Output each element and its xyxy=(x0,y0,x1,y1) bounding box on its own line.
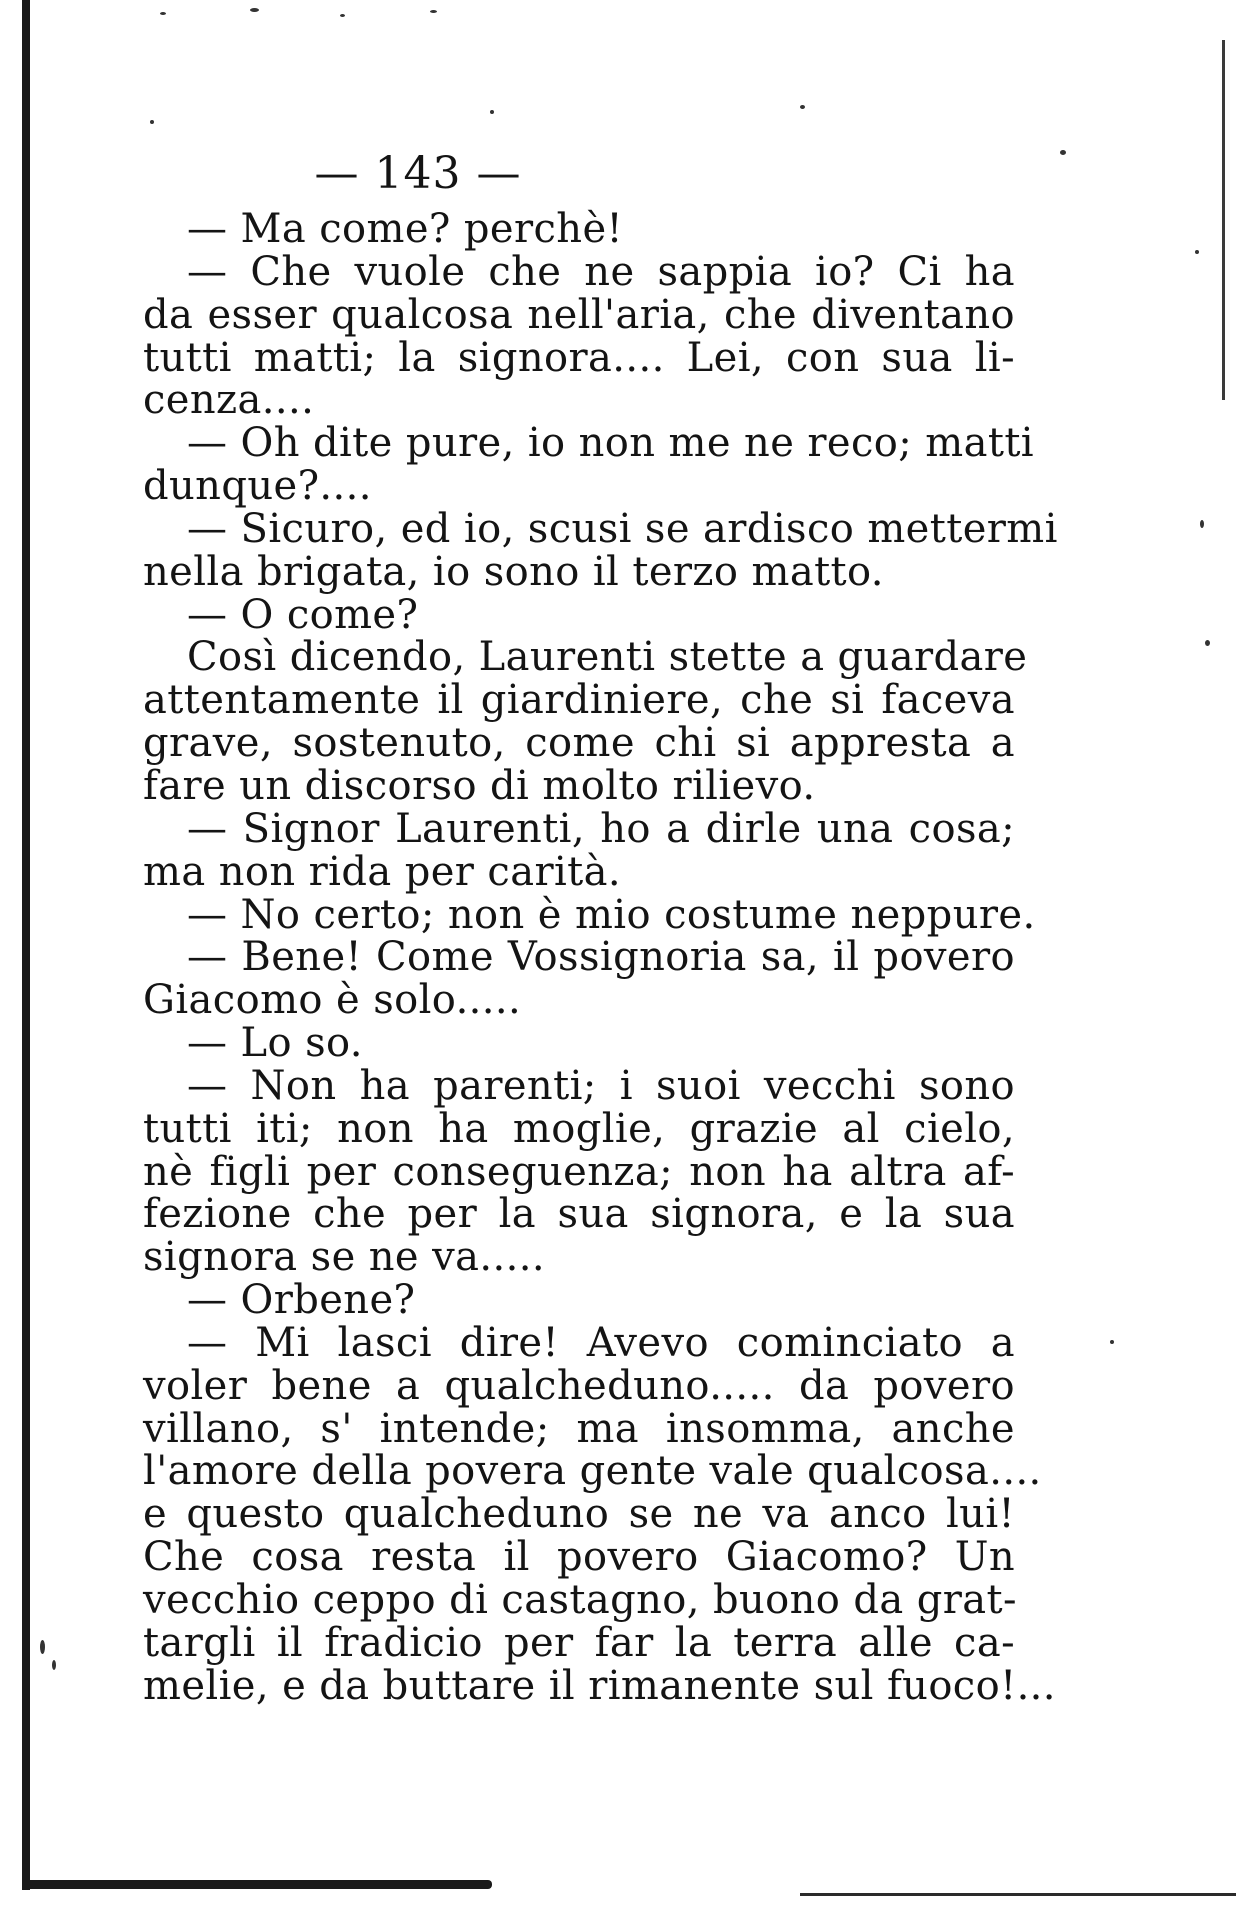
text-line: — Signor Laurenti, ho a dirle una cosa; xyxy=(187,805,1015,852)
scan-speck xyxy=(1060,150,1066,155)
text-line: — Orbene? xyxy=(187,1277,416,1324)
text-line: da esser qualcosa nell'aria, che diventano xyxy=(143,291,1015,338)
scan-speck xyxy=(150,120,154,124)
scan-right-edge xyxy=(1222,40,1225,400)
scan-bottom-edge xyxy=(22,1880,492,1889)
scan-speck xyxy=(1110,1340,1114,1344)
text-line: grave, sostenuto, come chi si appresta a xyxy=(143,720,1015,767)
text-line: — Mi lasci dire! Avevo cominciato a xyxy=(187,1319,1015,1366)
text-line: tutti matti; la signora.... Lei, con sua li- xyxy=(143,334,1015,381)
text-line: — Ma come? perchè! xyxy=(187,206,623,252)
scan-speck xyxy=(430,10,437,13)
body-text xyxy=(143,206,1058,1709)
text-line: Così dicendo, Laurenti stette a guardare xyxy=(187,634,1028,681)
text-line: voler bene a qualcheduno..... da povero xyxy=(143,1362,1015,1409)
text-line: — Oh dite pure, io non me ne reco; matti xyxy=(187,420,1034,467)
scan-speck xyxy=(160,12,166,15)
scan-speck xyxy=(490,110,494,114)
scan-speck xyxy=(52,1660,56,1670)
scan-bottom-edge-right xyxy=(800,1893,1236,1896)
text-line: cenza.... xyxy=(143,377,315,424)
text-line: nella brigata, io sono il terzo matto. xyxy=(143,548,884,595)
text-line: fezione che per la sua signora, e la sua xyxy=(143,1191,1015,1238)
text-line: dunque?.... xyxy=(143,463,372,510)
text-line: nè figli per conseguenza; non ha altra af- xyxy=(143,1148,1015,1195)
text-line: l'amore della povera gente vale qualcosa.... xyxy=(143,1448,1042,1495)
text-line: e questo qualcheduno se ne va anco lui! xyxy=(143,1491,1015,1538)
text-line: — No certo; non è mio costume neppure. xyxy=(187,891,1036,938)
text-line: ma non rida per carità. xyxy=(143,848,622,895)
scan-speck xyxy=(800,105,805,109)
scan-speck xyxy=(1195,250,1199,254)
text-line: Che cosa resta il povero Giacomo? Un xyxy=(143,1534,1015,1581)
text-line: attentamente il giardiniere, che si faceva xyxy=(143,677,1015,724)
text-line: melie, e da buttare il rimanente sul fuoco!... xyxy=(143,1662,1056,1709)
scan-speck xyxy=(40,1640,45,1654)
scan-speck xyxy=(250,8,259,12)
text-line: — O come? xyxy=(187,591,419,638)
page-number: — 143 — xyxy=(314,148,522,199)
text-line: fare un discorso di molto rilievo. xyxy=(143,762,816,809)
scan-left-edge xyxy=(22,0,30,1890)
text-line: — Bene! Come Vossignoria sa, il povero xyxy=(187,934,1015,981)
text-line: Giacomo è solo..... xyxy=(143,977,522,1024)
text-line: tutti iti; non ha moglie, grazie al cielo, xyxy=(143,1105,1015,1152)
text-line: — Non ha parenti; i suoi vecchi sono xyxy=(187,1062,1015,1109)
text-line: targli il fradicio per far la terra alle ca- xyxy=(143,1619,1015,1666)
scan-speck xyxy=(1205,640,1210,646)
text-line: vecchio ceppo di castagno, buono da grat- xyxy=(143,1577,1017,1623)
text-line: villano, s' intende; ma insomma, anche xyxy=(143,1405,1015,1452)
scan-speck xyxy=(1200,520,1204,528)
text-line: signora se ne va..... xyxy=(143,1234,545,1281)
text-line: — Che vuole che ne sappia io? Ci ha xyxy=(187,248,1015,295)
scan-speck xyxy=(340,14,345,17)
text-line: — Lo so. xyxy=(187,1020,363,1067)
text-line: — Sicuro, ed io, scusi se ardisco mettermi xyxy=(187,505,1058,552)
